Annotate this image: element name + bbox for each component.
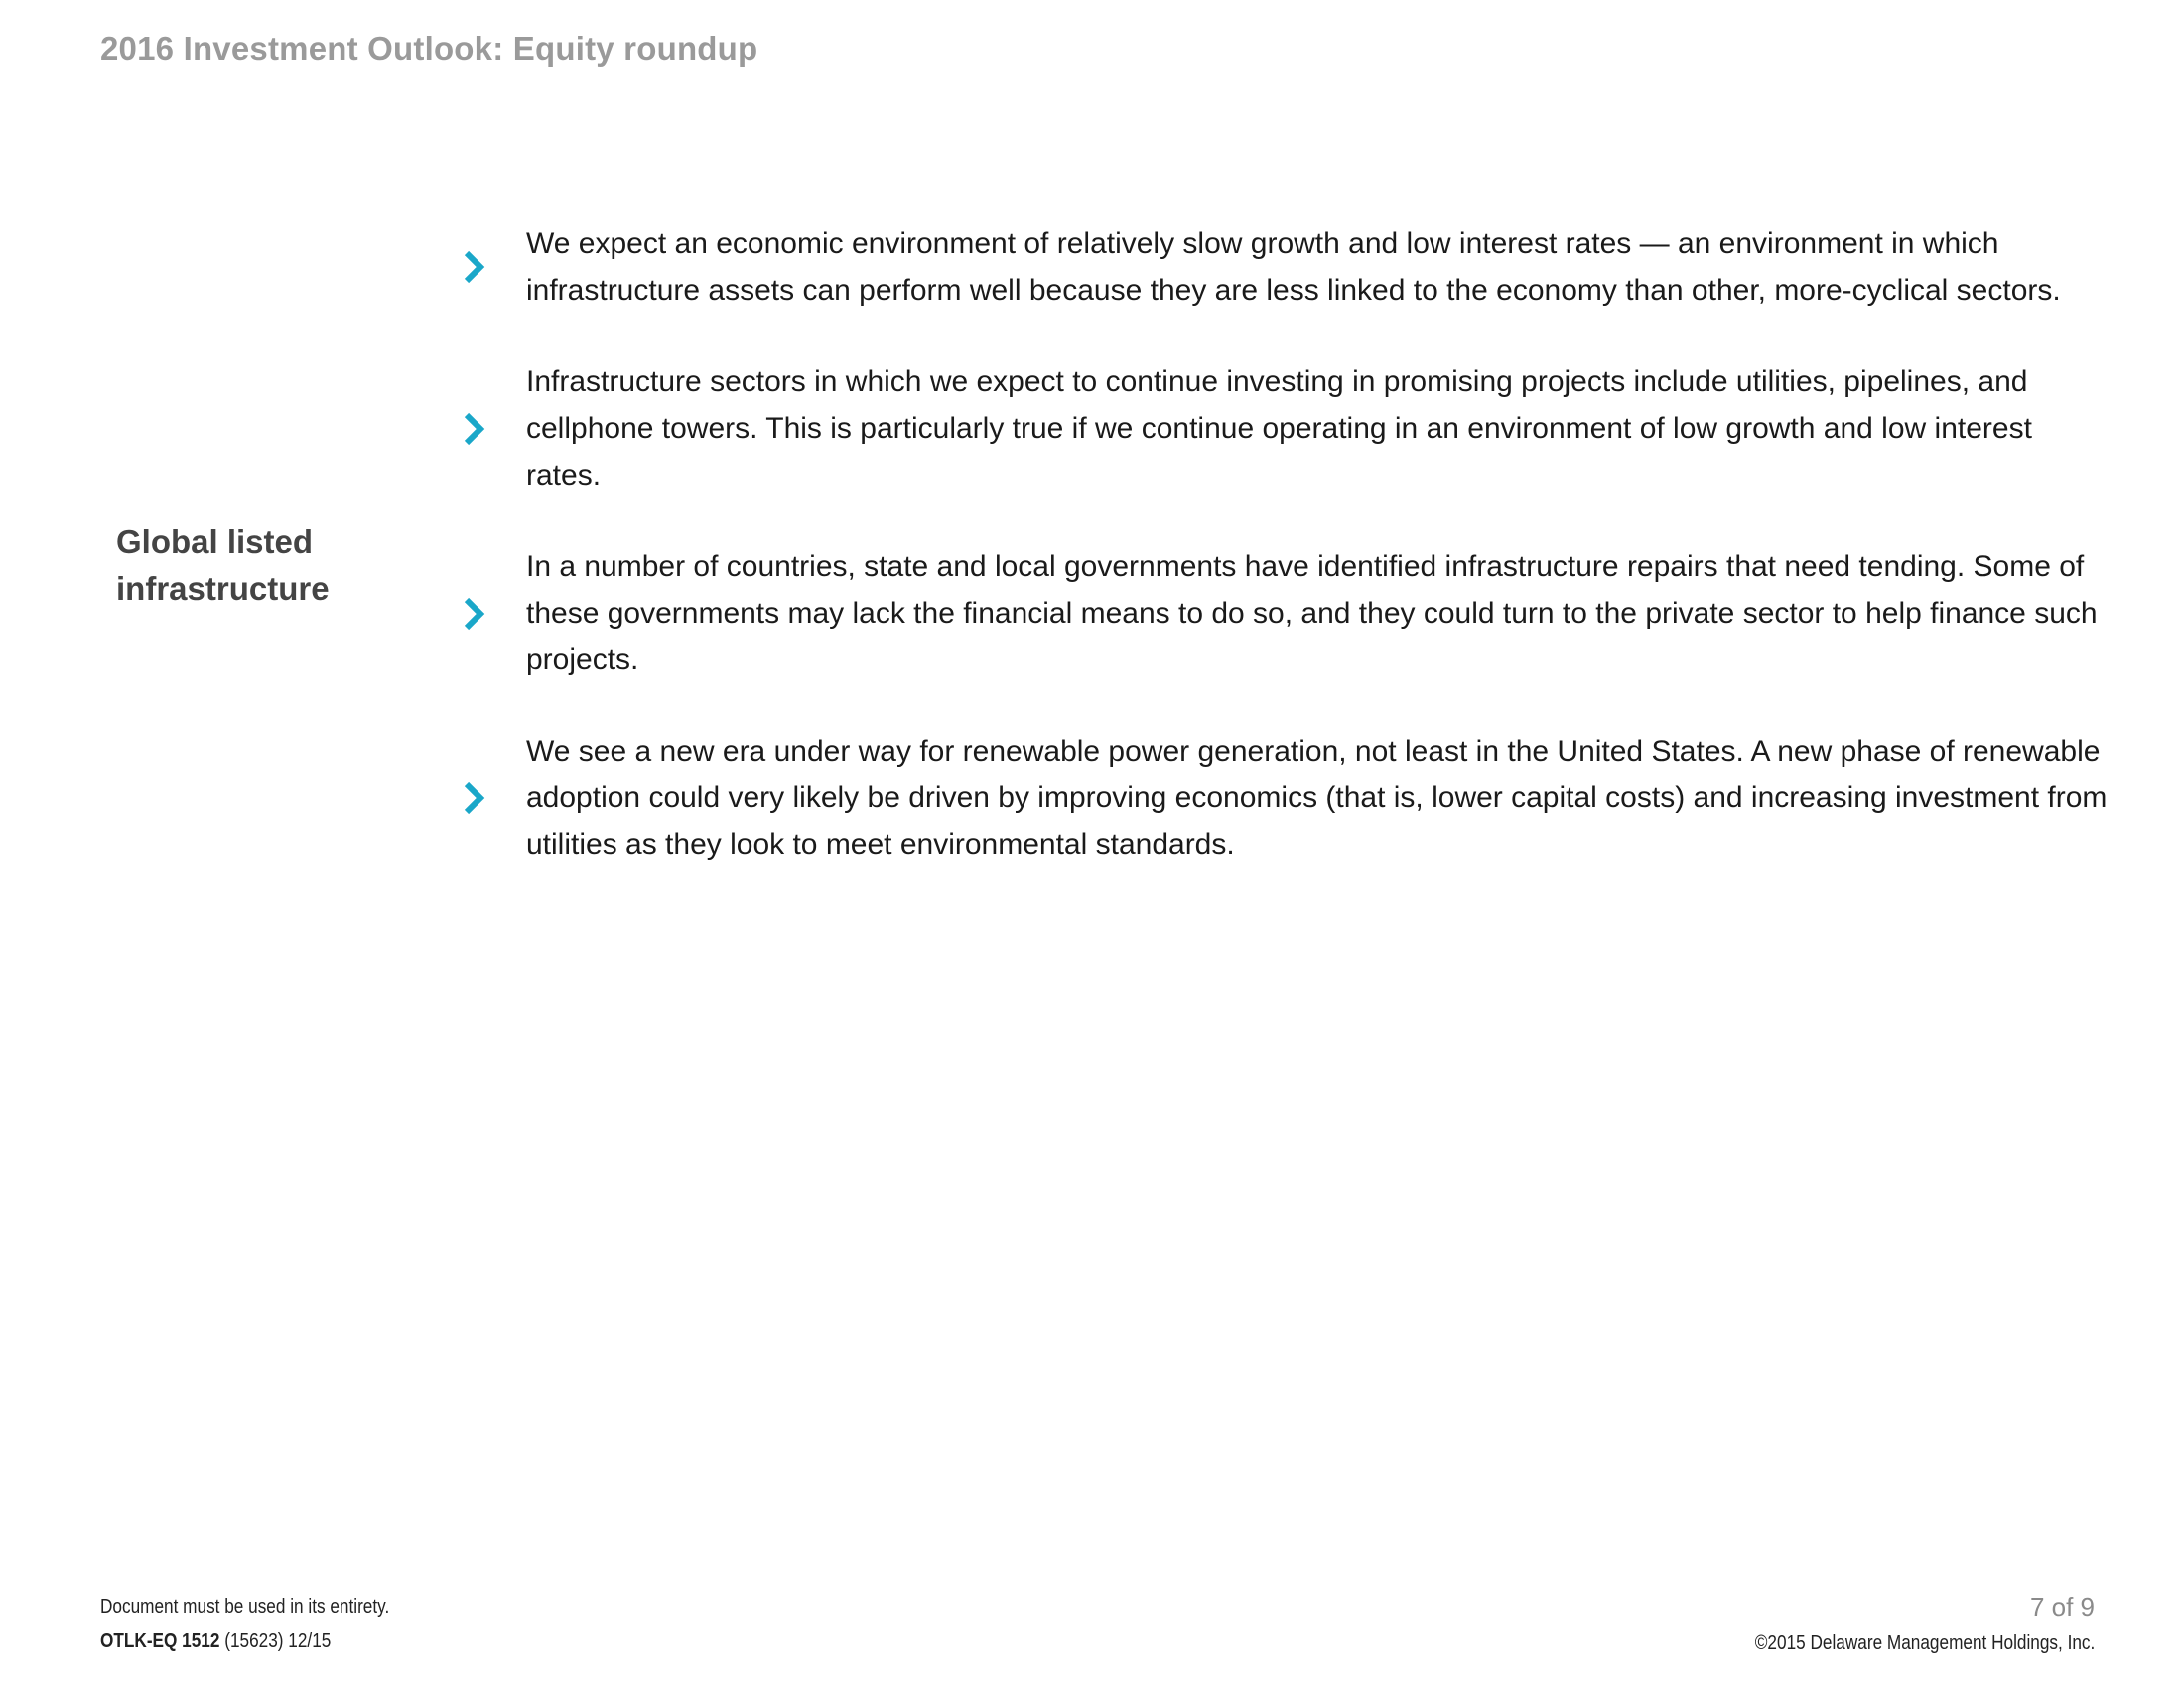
section-label-line2: infrastructure [116,570,330,607]
list-item [462,728,2110,868]
chevron-right-icon [462,781,489,815]
page-title: 2016 Investment Outlook: Equity roundup [100,30,758,67]
bullet-text: We expect an economic environment of relatively slow growth and low interest rates — an environment in which infrastructure assets can perform well because they are less linked to the economy than other, more-cyclical sectors. [526,227,2061,307]
bullet-text: Infrastructure sectors in which we expect to continue investing in promising projects include utilities, pipelines, and cellphone towers. This is particularly true if we continue operating in an environment of low growth and low interest rates. [526,365,2032,492]
bullet-text: We see a new era under way for renewable power generation, not least in the United States. A new phase of renewable adoption could very likely be driven by improving economics (that is, lower capital costs) and increasing investment from utilities as they look to meet environmental standards. [526,735,2108,861]
document-code: OTLK-EQ 1512 [100,1630,220,1652]
footer-left [100,1596,437,1653]
page-number: 7 of 9 [2029,1592,2095,1621]
list-item [462,358,2110,498]
chevron-right-icon [462,597,489,631]
chevron-right-icon [462,412,489,446]
document-code-detail: (15623) 12/15 [224,1630,332,1652]
section-label [116,518,414,612]
copyright: ©2015 Delaware Management Holdings, Inc. [1754,1632,2095,1654]
list-item [462,543,2110,683]
bullet-list [462,220,2110,913]
bullet-text: In a number of countries, state and local governments have identified infrastructure repairs that need tending. Some of these governments may lack the financial means to do so, and they could turn to the private sector to help finance such projects. [526,550,2098,676]
footer-right [1700,1592,2095,1655]
chevron-right-icon [462,250,489,284]
footer-notice: Document must be used in its entirety. [100,1596,390,1618]
footer-code-line [100,1630,389,1653]
section-label-line1: Global listed [116,523,314,560]
list-item [462,220,2110,314]
